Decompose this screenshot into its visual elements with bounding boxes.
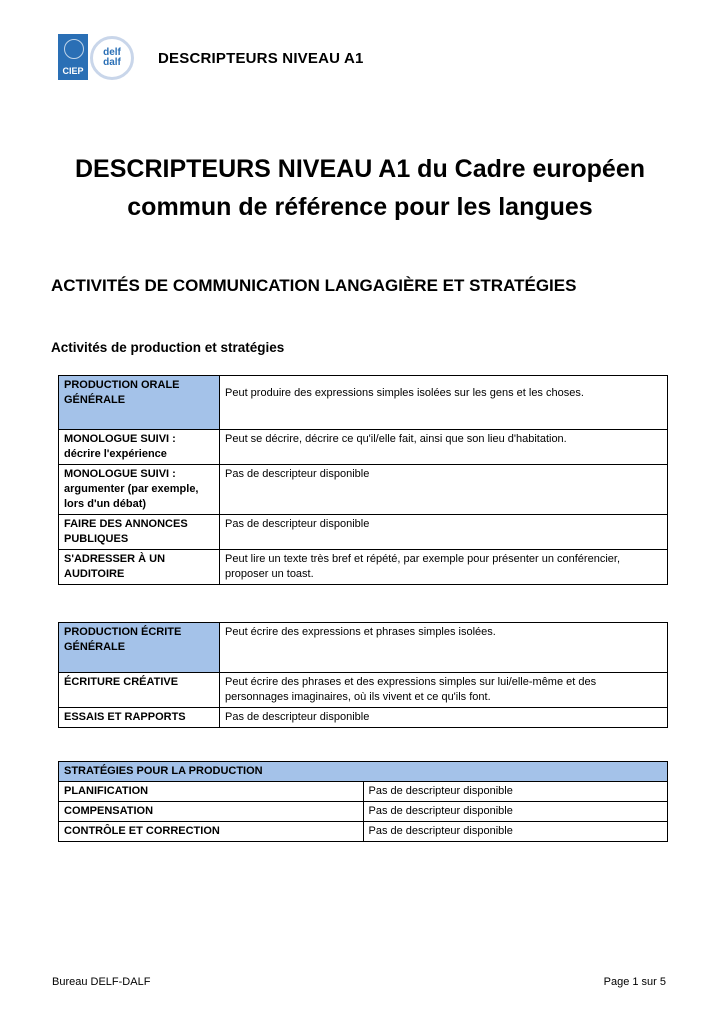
oral-production-table [58, 375, 668, 585]
written-production-table [58, 622, 668, 728]
page-title [40, 150, 680, 226]
table-row [59, 550, 668, 585]
header-label-cell: PRODUCTION ÉCRITE GÉNÉRALE [59, 623, 220, 673]
row-value: Pas de descripteur disponible [220, 465, 668, 515]
ciep-logo-text: CIEP [62, 66, 84, 76]
delf-dalf-logo [90, 36, 134, 80]
table-row [59, 515, 668, 550]
header-value-cell: Peut produire des expressions simples isolées sur les gens et les choses. [220, 376, 668, 430]
table-row [59, 430, 668, 465]
table-header-row [59, 762, 668, 782]
table-row [59, 708, 668, 728]
table-row [59, 673, 668, 708]
row-value: Peut se décrire, décrire ce qu'il/elle fait, ainsi que son lieu d'habitation. [220, 430, 668, 465]
delf-logo-text: delf [103, 47, 121, 58]
page-number: Page 1 sur 5 [603, 976, 666, 988]
header-title: DESCRIPTEURS NIVEAU A1 [158, 50, 364, 67]
header-value-cell: Peut écrire des expressions et phrases simples isolées. [220, 623, 668, 673]
footer-left: Bureau DELF-DALF [52, 976, 151, 988]
table-row [59, 782, 668, 802]
table-row [59, 802, 668, 822]
row-value: Peut lire un texte très bref et répété, par exemple pour présenter un conférencier, proposer un toast. [220, 550, 668, 585]
row-label: COMPENSATION [59, 802, 364, 822]
dalf-logo-text: dalf [103, 57, 121, 68]
row-value: Peut écrire des phrases et des expressions simples sur lui/elle-même et des personnages imaginaires, où ils vivent et ce qu'ils font. [220, 673, 668, 708]
row-label: ÉCRITURE CRÉATIVE [59, 673, 220, 708]
row-label: MONOLOGUE SUIVI : décrire l'expérience [59, 430, 220, 465]
row-label: S'ADRESSER À UN AUDITOIRE [59, 550, 220, 585]
row-value: Pas de descripteur disponible [363, 822, 668, 842]
row-value: Pas de descripteur disponible [220, 515, 668, 550]
row-value: Pas de descripteur disponible [363, 802, 668, 822]
page-title-line1: DESCRIPTEURS NIVEAU A1 du Cadre européen [74, 155, 645, 183]
table-header-row [59, 623, 668, 673]
production-strategies-table [58, 761, 668, 842]
row-label: FAIRE DES ANNONCES PUBLIQUES [59, 515, 220, 550]
logo [58, 34, 140, 82]
header-label-cell: STRATÉGIES POUR LA PRODUCTION [59, 762, 668, 782]
page-title-line2: commun de référence pour les langues [127, 193, 593, 221]
header-label-cell: PRODUCTION ORALE GÉNÉRALE [59, 376, 220, 430]
ciep-logo [58, 34, 88, 80]
globe-icon [64, 39, 84, 59]
row-value: Pas de descripteur disponible [363, 782, 668, 802]
sub-heading: Activités de production et stratégies [51, 340, 285, 355]
table-row [59, 465, 668, 515]
table-header-row [59, 376, 668, 430]
row-label: CONTRÔLE ET CORRECTION [59, 822, 364, 842]
table-row [59, 822, 668, 842]
section-heading: ACTIVITÉS DE COMMUNICATION LANGAGIÈRE ET STRATÉGIES [51, 276, 577, 295]
row-label: ESSAIS ET RAPPORTS [59, 708, 220, 728]
row-label: MONOLOGUE SUIVI : argumenter (par exemple, lors d'un débat) [59, 465, 220, 515]
row-label: PLANIFICATION [59, 782, 364, 802]
row-value: Pas de descripteur disponible [220, 708, 668, 728]
